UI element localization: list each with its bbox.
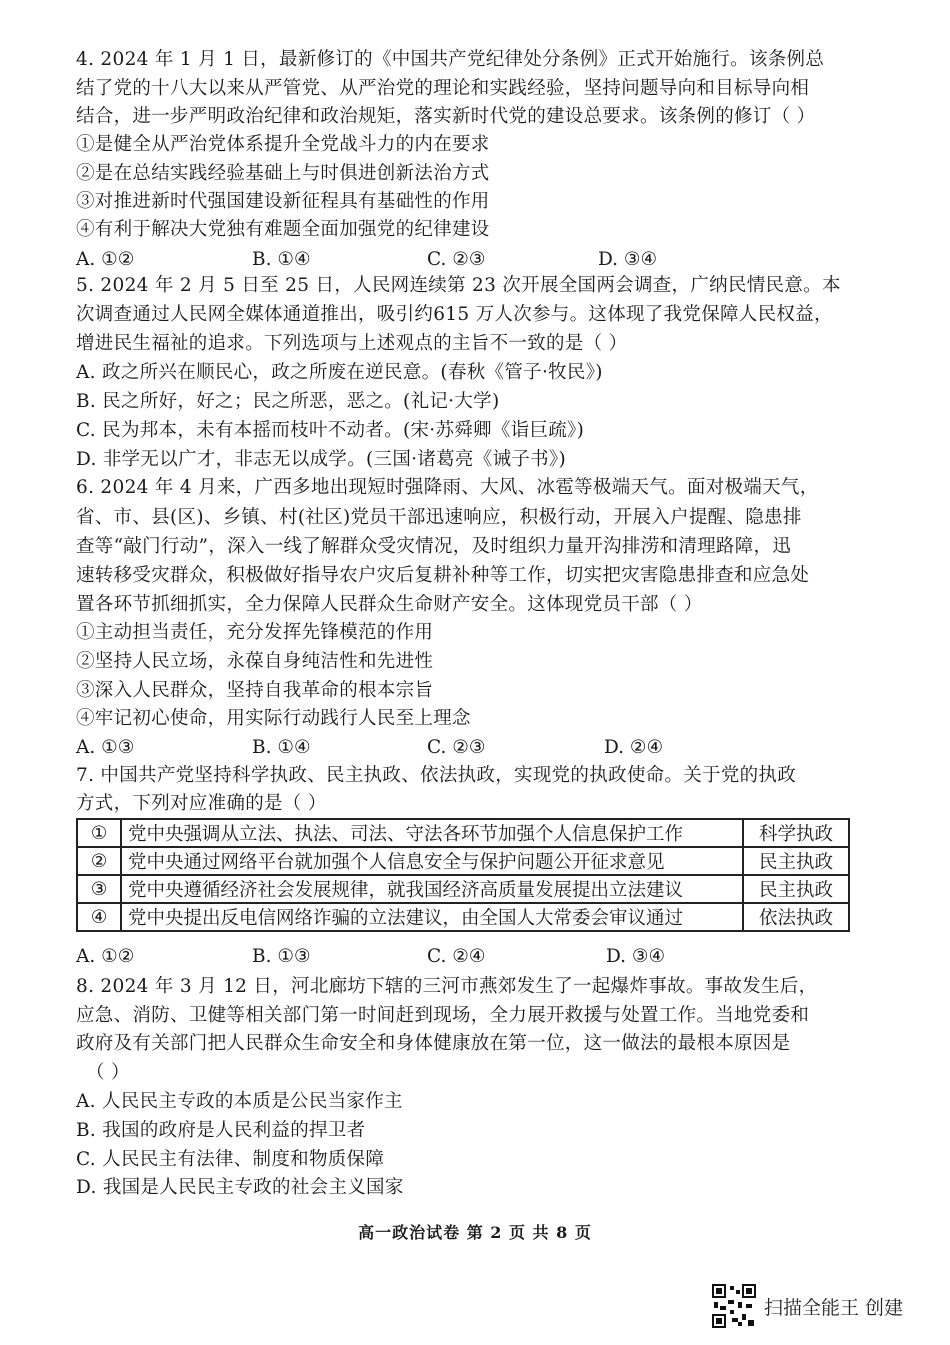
table-row — [77, 819, 849, 847]
page-footer: 高一政治试卷 第 2 页 共 8 页 — [358, 1223, 592, 1242]
q7-line: 方式，下列对应准确的是（ ） — [76, 793, 327, 814]
q5-option-a: A. 政之所兴在顺民心，政之所废在逆民意。(春秋《管子·牧民》) — [76, 362, 603, 383]
q7-row-text: 党中央强调从立法、执法、司法、守法各环节加强个人信息保护工作 — [121, 819, 743, 847]
q7-row-way: 科学执政 — [743, 819, 849, 847]
table-row — [77, 903, 849, 931]
q6-line: 置各环节抓细抓实，全力保障人民群众生命财产安全。这体现党员干部（ ） — [76, 594, 703, 615]
q6-options — [76, 734, 796, 762]
q8-line: 应急、消防、卫健等相关部门第一时间赶到现场，全力展开救援与处置工作。当地党委和 — [76, 1005, 810, 1026]
q7-row-text: 党中央通过网络平台就加强个人信息安全与保护问题公开征求意见 — [121, 847, 743, 875]
q7-row-number: ② — [77, 847, 121, 875]
q5-line: 5. 2024 年 2 月 5 日至 25 日，人民网连续第 23 次开展全国两会调查，广纳民情民意。本 — [76, 275, 841, 296]
q8-option-d: D. 我国是人民民主专政的社会主义国家 — [76, 1177, 404, 1198]
q5-option-d: D. 非学无以广才，非志无以成学。(三国·诸葛亮《诫子书》) — [76, 449, 567, 470]
q4-line: 结合，进一步严明政治纪律和政治规矩，落实新时代党的建设总要求。该条例的修订（ ） — [76, 106, 816, 127]
q7-line: 7. 中国共产党坚持科学执政、民主执政、依法执政，实现党的执政使命。关于党的执政 — [76, 765, 797, 786]
q4-line: 结了党的十八大以来从严管党、从严治党的理论和实践经验，坚持问题导向和目标导向相 — [76, 78, 810, 99]
q5-option-b: B. 民之所好，好之；民之所恶，恶之。(礼记·大学) — [76, 391, 500, 412]
q6-line: 查等“敲门行动”，深入一线了解群众受灾情况，及时组织力量开沟排涝和清理路障，迅 — [76, 536, 792, 557]
q6-line: 省、市、县(区)、乡镇、村(社区)党员干部迅速响应，积极行动，开展入户提醒、隐患排 — [76, 507, 802, 528]
qr-code-icon — [712, 1284, 756, 1328]
scanner-watermark — [712, 1284, 903, 1328]
q7-row-text: 党中央遵循经济社会发展规律，就我国经济高质量发展提出立法建议 — [121, 875, 743, 903]
q4-statement: ④有利于解决大党独有难题全面加强党的纪律建设 — [76, 219, 490, 240]
q4-option-d: D. ③④ — [598, 249, 658, 270]
q5-line: 增进民生福祉的追求。下列选项与上述观点的主旨不一致的是（ ） — [76, 333, 628, 354]
q7-row-number: ① — [77, 819, 121, 847]
q6-statement: ④牢记初心使命，用实际行动践行人民至上理念 — [76, 708, 471, 729]
q4-options — [76, 246, 796, 274]
q8-answer-bracket: （ ） — [86, 1062, 130, 1083]
q7-option-d: D. ③④ — [606, 946, 666, 967]
q6-statement: ②坚持人民立场，永葆自身纯洁性和先进性 — [76, 651, 434, 672]
q6-statement: ③深入人民群众，坚持自我革命的根本宗旨 — [76, 680, 434, 701]
q4-option-b: B. ①④ — [252, 249, 311, 270]
q7-row-way: 民主执政 — [743, 847, 849, 875]
q6-option-b: B. ①④ — [252, 737, 311, 758]
q8-option-c: C. 人民民主有法律、制度和物质保障 — [76, 1149, 385, 1170]
q5-option-c: C. 民为邦本，未有本摇而枝叶不动者。(宋·苏舜卿《诣巨疏》) — [76, 420, 585, 441]
q8-line: 政府及有关部门把人民群众生命安全和身体健康放在第一位，这一做法的最根本原因是 — [76, 1033, 791, 1054]
q7-options — [76, 943, 796, 971]
table-row — [77, 875, 849, 903]
q7-row-number: ④ — [77, 903, 121, 931]
table-row — [77, 847, 849, 875]
q8-line: 8. 2024 年 3 月 12 日，河北廊坊下辖的三河市燕郊发生了一起爆炸事故。事故发生后， — [76, 976, 818, 997]
q4-option-c: C. ②③ — [427, 249, 486, 270]
q4-statement: ②是在总结实践经验基础上与时俱进创新法治方式 — [76, 163, 490, 184]
q6-line: 6. 2024 年 4 月来，广西多地出现短时强降雨、大风、冰雹等极端天气。面对极端天气， — [76, 477, 819, 498]
q5-line: 次调查通过人民网全媒体通道推出，吸引约615 万人次参与。这体现了我党保障人民权益， — [76, 304, 833, 325]
q7-table — [76, 818, 850, 932]
q7-row-way: 民主执政 — [743, 875, 849, 903]
q7-row-number: ③ — [77, 875, 121, 903]
q7-option-b: B. ①③ — [252, 946, 311, 967]
q6-option-c: C. ②③ — [427, 737, 486, 758]
q7-row-way: 依法执政 — [743, 903, 849, 931]
q7-option-a: A. ①② — [76, 946, 135, 967]
q6-option-d: D. ②④ — [604, 737, 664, 758]
q6-option-a: A. ①③ — [76, 737, 135, 758]
q4-statement: ③对推进新时代强国建设新征程具有基础性的作用 — [76, 191, 490, 212]
watermark-text: 扫描全能王 创建 — [764, 1296, 904, 1319]
q6-statement: ①主动担当责任，充分发挥先锋模范的作用 — [76, 622, 434, 643]
q8-option-b: B. 我国的政府是人民利益的捍卫者 — [76, 1120, 366, 1141]
q6-line: 速转移受灾群众，积极做好指导农户灾后复耕补种等工作，切实把灾害隐患排查和应急处 — [76, 565, 810, 586]
q4-line: 4. 2024 年 1 月 1 日，最新修订的《中国共产党纪律处分条例》正式开始施行。该条例总 — [76, 49, 825, 70]
q7-row-text: 党中央提出反电信网络诈骗的立法建议，由全国人大常委会审议通过 — [121, 903, 743, 931]
q8-option-a: A. 人民民主专政的本质是公民当家作主 — [76, 1091, 403, 1112]
q4-option-a: A. ①② — [76, 249, 135, 270]
q4-statement: ①是健全从严治党体系提升全党战斗力的内在要求 — [76, 134, 490, 155]
q7-option-c: C. ②④ — [427, 946, 486, 967]
